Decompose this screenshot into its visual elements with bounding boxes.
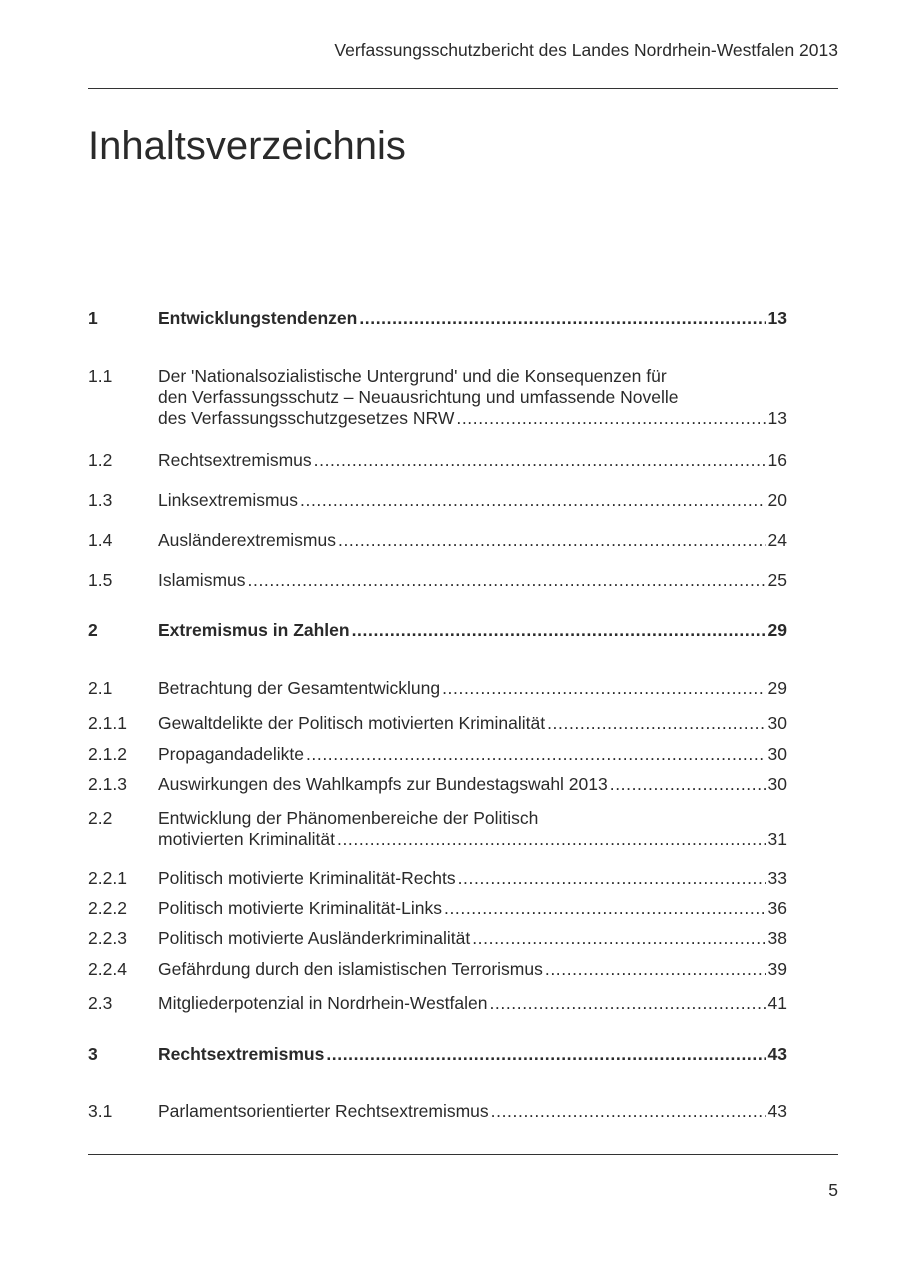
toc-entry-title: Ausländerextremismus — [158, 530, 336, 550]
page-number: 5 — [828, 1180, 838, 1200]
toc-entry-leader-line — [158, 928, 787, 949]
toc-entry-leader-line — [158, 744, 787, 765]
toc-entry-number: 3 — [88, 1044, 98, 1064]
toc-entry-title: Linksextremismus — [158, 490, 299, 510]
toc-entry-number: 2.2.4 — [88, 959, 127, 979]
dot-leader — [444, 898, 766, 919]
toc-entry-title: Auswirkungen des Wahlkampfs zur Bundestagswahl 2013 — [158, 774, 608, 794]
toc-entry-number: 1.5 — [88, 570, 113, 590]
toc-entry-page: 20 — [767, 490, 787, 510]
toc-entry-title: Betrachtung der Gesamtentwicklung — [158, 678, 441, 698]
toc-entry-page: 24 — [767, 530, 787, 550]
toc-entry-title-line: Entwicklung der Phänomenbereiche der Politisch — [158, 808, 539, 828]
dot-leader — [314, 450, 766, 471]
toc-entry-number: 2.2 — [88, 808, 113, 828]
toc-entry-number: 3.1 — [88, 1101, 113, 1121]
toc-entry-body — [158, 678, 787, 699]
dot-leader — [352, 620, 766, 641]
toc-entry-leader-line — [158, 408, 787, 429]
running-header: Verfassungsschutzbericht des Landes Nordrhein-Westfalen 2013 — [334, 40, 838, 60]
toc-entry-leader-line — [158, 570, 787, 591]
toc-entry-title: des Verfassungsschutzgesetzes NRW — [158, 408, 455, 428]
toc-entry-body — [158, 774, 787, 795]
toc-entry-title: Politisch motivierte Ausländerkriminalität — [158, 928, 471, 948]
toc-entry-page: 36 — [767, 898, 787, 918]
toc-entry-leader-line — [158, 713, 787, 734]
toc-entry-number: 2.3 — [88, 993, 113, 1013]
toc-entry-title: Gewaltdelikte der Politisch motivierten Kriminalität — [158, 713, 546, 733]
toc-entry-body — [158, 308, 787, 329]
toc-entry-leader-line — [158, 530, 787, 551]
toc-entry-number: 2.1.1 — [88, 713, 127, 733]
toc-entry-title: Entwicklungstendenzen — [158, 308, 358, 328]
toc-entry-number: 1 — [88, 308, 98, 328]
dot-leader — [610, 774, 766, 795]
toc-entry-page: 30 — [767, 744, 787, 764]
dot-leader — [306, 744, 766, 765]
toc-entry-title: motivierten Kriminalität — [158, 829, 335, 849]
toc-entry-page: 30 — [767, 713, 787, 733]
toc-entry-body — [158, 744, 787, 765]
toc-entry-body — [158, 530, 787, 551]
toc-entry-title: Propagandadelikte — [158, 744, 304, 764]
toc-entry-page: 29 — [767, 620, 787, 640]
dot-leader — [491, 1101, 766, 1122]
footer-rule — [88, 1154, 838, 1155]
toc-entry-page: 43 — [767, 1101, 787, 1121]
toc-entry-title: Politisch motivierte Kriminalität-Rechts — [158, 868, 456, 888]
toc-entry-number: 1.2 — [88, 450, 113, 470]
toc-entry-body — [158, 1101, 787, 1122]
toc-entry-page: 43 — [767, 1044, 787, 1064]
dot-leader — [326, 1044, 765, 1065]
toc-entry-number: 2.2.3 — [88, 928, 127, 948]
dot-leader — [300, 490, 765, 511]
toc-entry-leader-line — [158, 1044, 787, 1065]
toc-entry-leader-line — [158, 1101, 787, 1122]
toc-entry-leader-line — [158, 678, 787, 699]
toc-entry-body — [158, 898, 787, 919]
toc-entry-number: 2.2.2 — [88, 898, 127, 918]
toc-entry-title: Rechtsextremismus — [158, 450, 312, 470]
dot-leader — [489, 993, 765, 1014]
toc-entry-page: 25 — [767, 570, 787, 590]
toc-entry-title: Parlamentsorientierter Rechtsextremismus — [158, 1101, 489, 1121]
dot-leader — [442, 678, 765, 699]
dot-leader — [547, 713, 765, 734]
toc-entry-page: 31 — [767, 829, 787, 849]
toc-entry-body — [158, 808, 787, 850]
toc-entry-leader-line — [158, 898, 787, 919]
toc-entry-title: Gefährdung durch den islamistischen Terrorismus — [158, 959, 543, 979]
page-title: Inhaltsverzeichnis — [88, 124, 406, 168]
toc-entry-leader-line — [158, 450, 787, 471]
toc-entry-body — [158, 959, 787, 980]
toc-entry-page: 30 — [767, 774, 787, 794]
toc-entry-title: Politisch motivierte Kriminalität-Links — [158, 898, 442, 918]
toc-entry-page: 29 — [767, 678, 787, 698]
dot-leader — [458, 868, 766, 889]
toc-entry-body — [158, 366, 787, 429]
toc-entry-body — [158, 993, 787, 1014]
toc-entry-leader-line — [158, 620, 787, 641]
toc-entry-body — [158, 928, 787, 949]
dot-leader — [359, 308, 765, 329]
dot-leader — [338, 530, 766, 551]
toc-entry-body — [158, 620, 787, 641]
toc-entry-body — [158, 713, 787, 734]
toc-entry-page: 38 — [767, 928, 787, 948]
toc-entry-body — [158, 868, 787, 889]
toc-entry-body — [158, 1044, 787, 1065]
toc-entry-leader-line — [158, 993, 787, 1014]
toc-entry-leader-line — [158, 959, 787, 980]
toc-entry-leader-line — [158, 774, 787, 795]
toc-entry-page: 13 — [767, 308, 787, 328]
toc-entry-page: 33 — [767, 868, 787, 888]
toc-entry-leader-line — [158, 868, 787, 889]
dot-leader — [248, 570, 766, 591]
toc-entry-leader-line — [158, 490, 787, 511]
header-rule — [88, 88, 838, 89]
toc-entry-title-line: Der 'Nationalsozialistische Untergrund' und die Konsequenzen für — [158, 366, 667, 386]
toc-entry-title-line: den Verfassungsschutz – Neuausrichtung und umfassende Novelle — [158, 387, 679, 407]
toc-entry-page: 13 — [767, 408, 787, 428]
dot-leader — [337, 829, 766, 850]
toc-entry-body — [158, 450, 787, 471]
dot-leader — [456, 408, 765, 429]
toc-entry-number: 1.1 — [88, 366, 113, 386]
toc-entry-number: 2.1.2 — [88, 744, 127, 764]
toc-entry-leader-line — [158, 308, 787, 329]
toc-entry-number: 2.1 — [88, 678, 113, 698]
toc-entry-title: Islamismus — [158, 570, 246, 590]
toc-entry-body — [158, 490, 787, 511]
toc-entry-page: 16 — [767, 450, 787, 470]
toc-entry-title: Mitgliederpotenzial in Nordrhein-Westfalen — [158, 993, 488, 1013]
toc-entry-number: 2.2.1 — [88, 868, 127, 888]
toc-entry-leader-line — [158, 829, 787, 850]
toc-entry-title: Rechtsextremismus — [158, 1044, 325, 1064]
dot-leader — [472, 928, 765, 949]
toc-entry-page: 39 — [767, 959, 787, 979]
toc-entry-number: 2.1.3 — [88, 774, 127, 794]
toc-entry-number: 2 — [88, 620, 98, 640]
toc-entry-number: 1.3 — [88, 490, 113, 510]
toc-entry-title: Extremismus in Zahlen — [158, 620, 350, 640]
toc-entry-page: 41 — [767, 993, 787, 1013]
toc-entry-body — [158, 570, 787, 591]
dot-leader — [545, 959, 766, 980]
toc-entry-number: 1.4 — [88, 530, 113, 550]
